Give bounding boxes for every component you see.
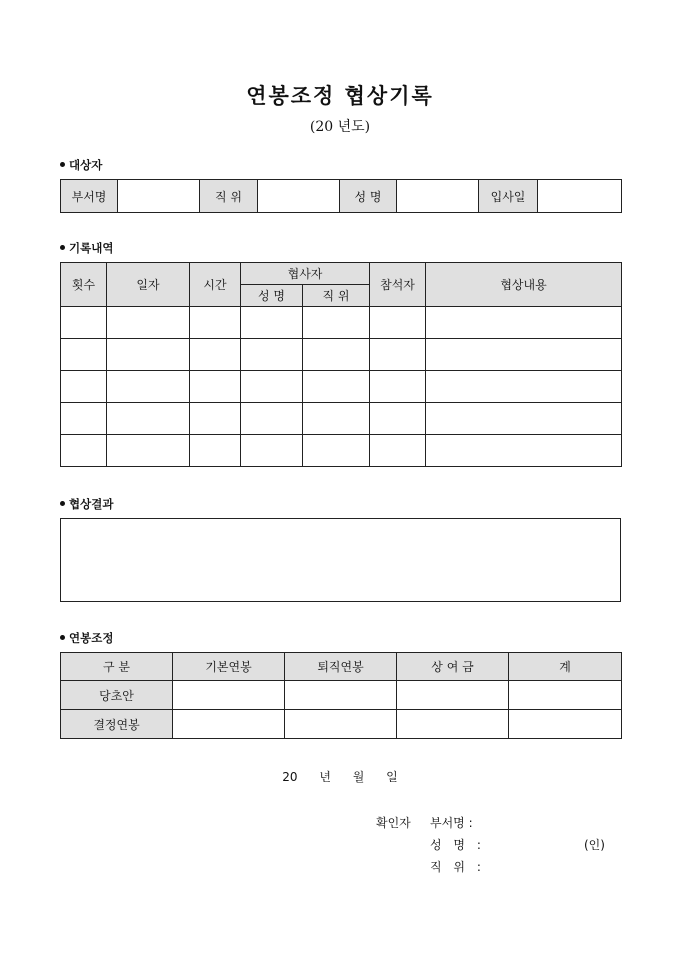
label-name: 성 명	[340, 180, 397, 213]
header-time: 시간	[190, 263, 241, 307]
table-row	[61, 307, 622, 339]
table-row	[61, 435, 622, 467]
header-date: 일자	[107, 263, 190, 307]
bullet-icon	[60, 635, 65, 640]
header-category: 구 분	[61, 653, 173, 681]
confirm-dept-label: 부서명 :	[430, 816, 473, 830]
target-table	[60, 179, 622, 213]
header-position: 직 위	[303, 285, 370, 307]
records-table	[60, 262, 622, 467]
header-bonus: 상 여 금	[397, 653, 509, 681]
section-records-title: 기록내역	[69, 241, 114, 255]
table-row	[61, 403, 622, 435]
section-records	[60, 240, 113, 256]
table-row	[61, 710, 622, 739]
result-textbox[interactable]	[60, 518, 621, 602]
section-salary-title: 연봉조정	[69, 631, 114, 645]
header-base-salary: 기본연봉	[173, 653, 285, 681]
confirmer-label: 확인자	[376, 816, 411, 830]
input-name[interactable]	[397, 180, 479, 213]
bullet-icon	[60, 245, 65, 250]
input-position[interactable]	[258, 180, 340, 213]
document-subtitle: (20 년도)	[309, 119, 371, 135]
bullet-icon	[60, 162, 65, 167]
header-name: 성 명	[241, 285, 303, 307]
header-attendees: 참석자	[370, 263, 426, 307]
header-round: 횟수	[61, 263, 107, 307]
section-result	[60, 496, 113, 512]
section-result-title: 협상결과	[69, 497, 114, 511]
section-salary	[60, 630, 113, 646]
label-join-date: 입사일	[479, 180, 538, 213]
input-dept[interactable]	[118, 180, 200, 213]
seal-label: (인)	[584, 838, 605, 852]
bullet-icon	[60, 501, 65, 506]
table-row	[61, 681, 622, 710]
section-target	[60, 157, 102, 173]
row-label-final: 결정연봉	[61, 710, 173, 739]
confirm-position-label: 직 위 :	[430, 860, 481, 874]
confirm-name-label: 성 명 :	[430, 838, 481, 852]
header-content: 협상내용	[426, 263, 622, 307]
row-label-initial: 당초안	[61, 681, 173, 710]
input-join-date[interactable]	[538, 180, 622, 213]
salary-table	[60, 652, 622, 739]
header-total: 계	[509, 653, 622, 681]
section-target-title: 대상자	[69, 158, 103, 172]
table-row	[61, 371, 622, 403]
header-severance: 퇴직연봉	[285, 653, 397, 681]
label-position: 직 위	[200, 180, 258, 213]
document-title: 연봉조정 협상기록	[246, 83, 434, 108]
table-row	[61, 339, 622, 371]
header-counterpart: 협사자	[241, 263, 370, 285]
date-line: 20 년 월 일	[282, 770, 398, 784]
label-dept: 부서명	[61, 180, 118, 213]
